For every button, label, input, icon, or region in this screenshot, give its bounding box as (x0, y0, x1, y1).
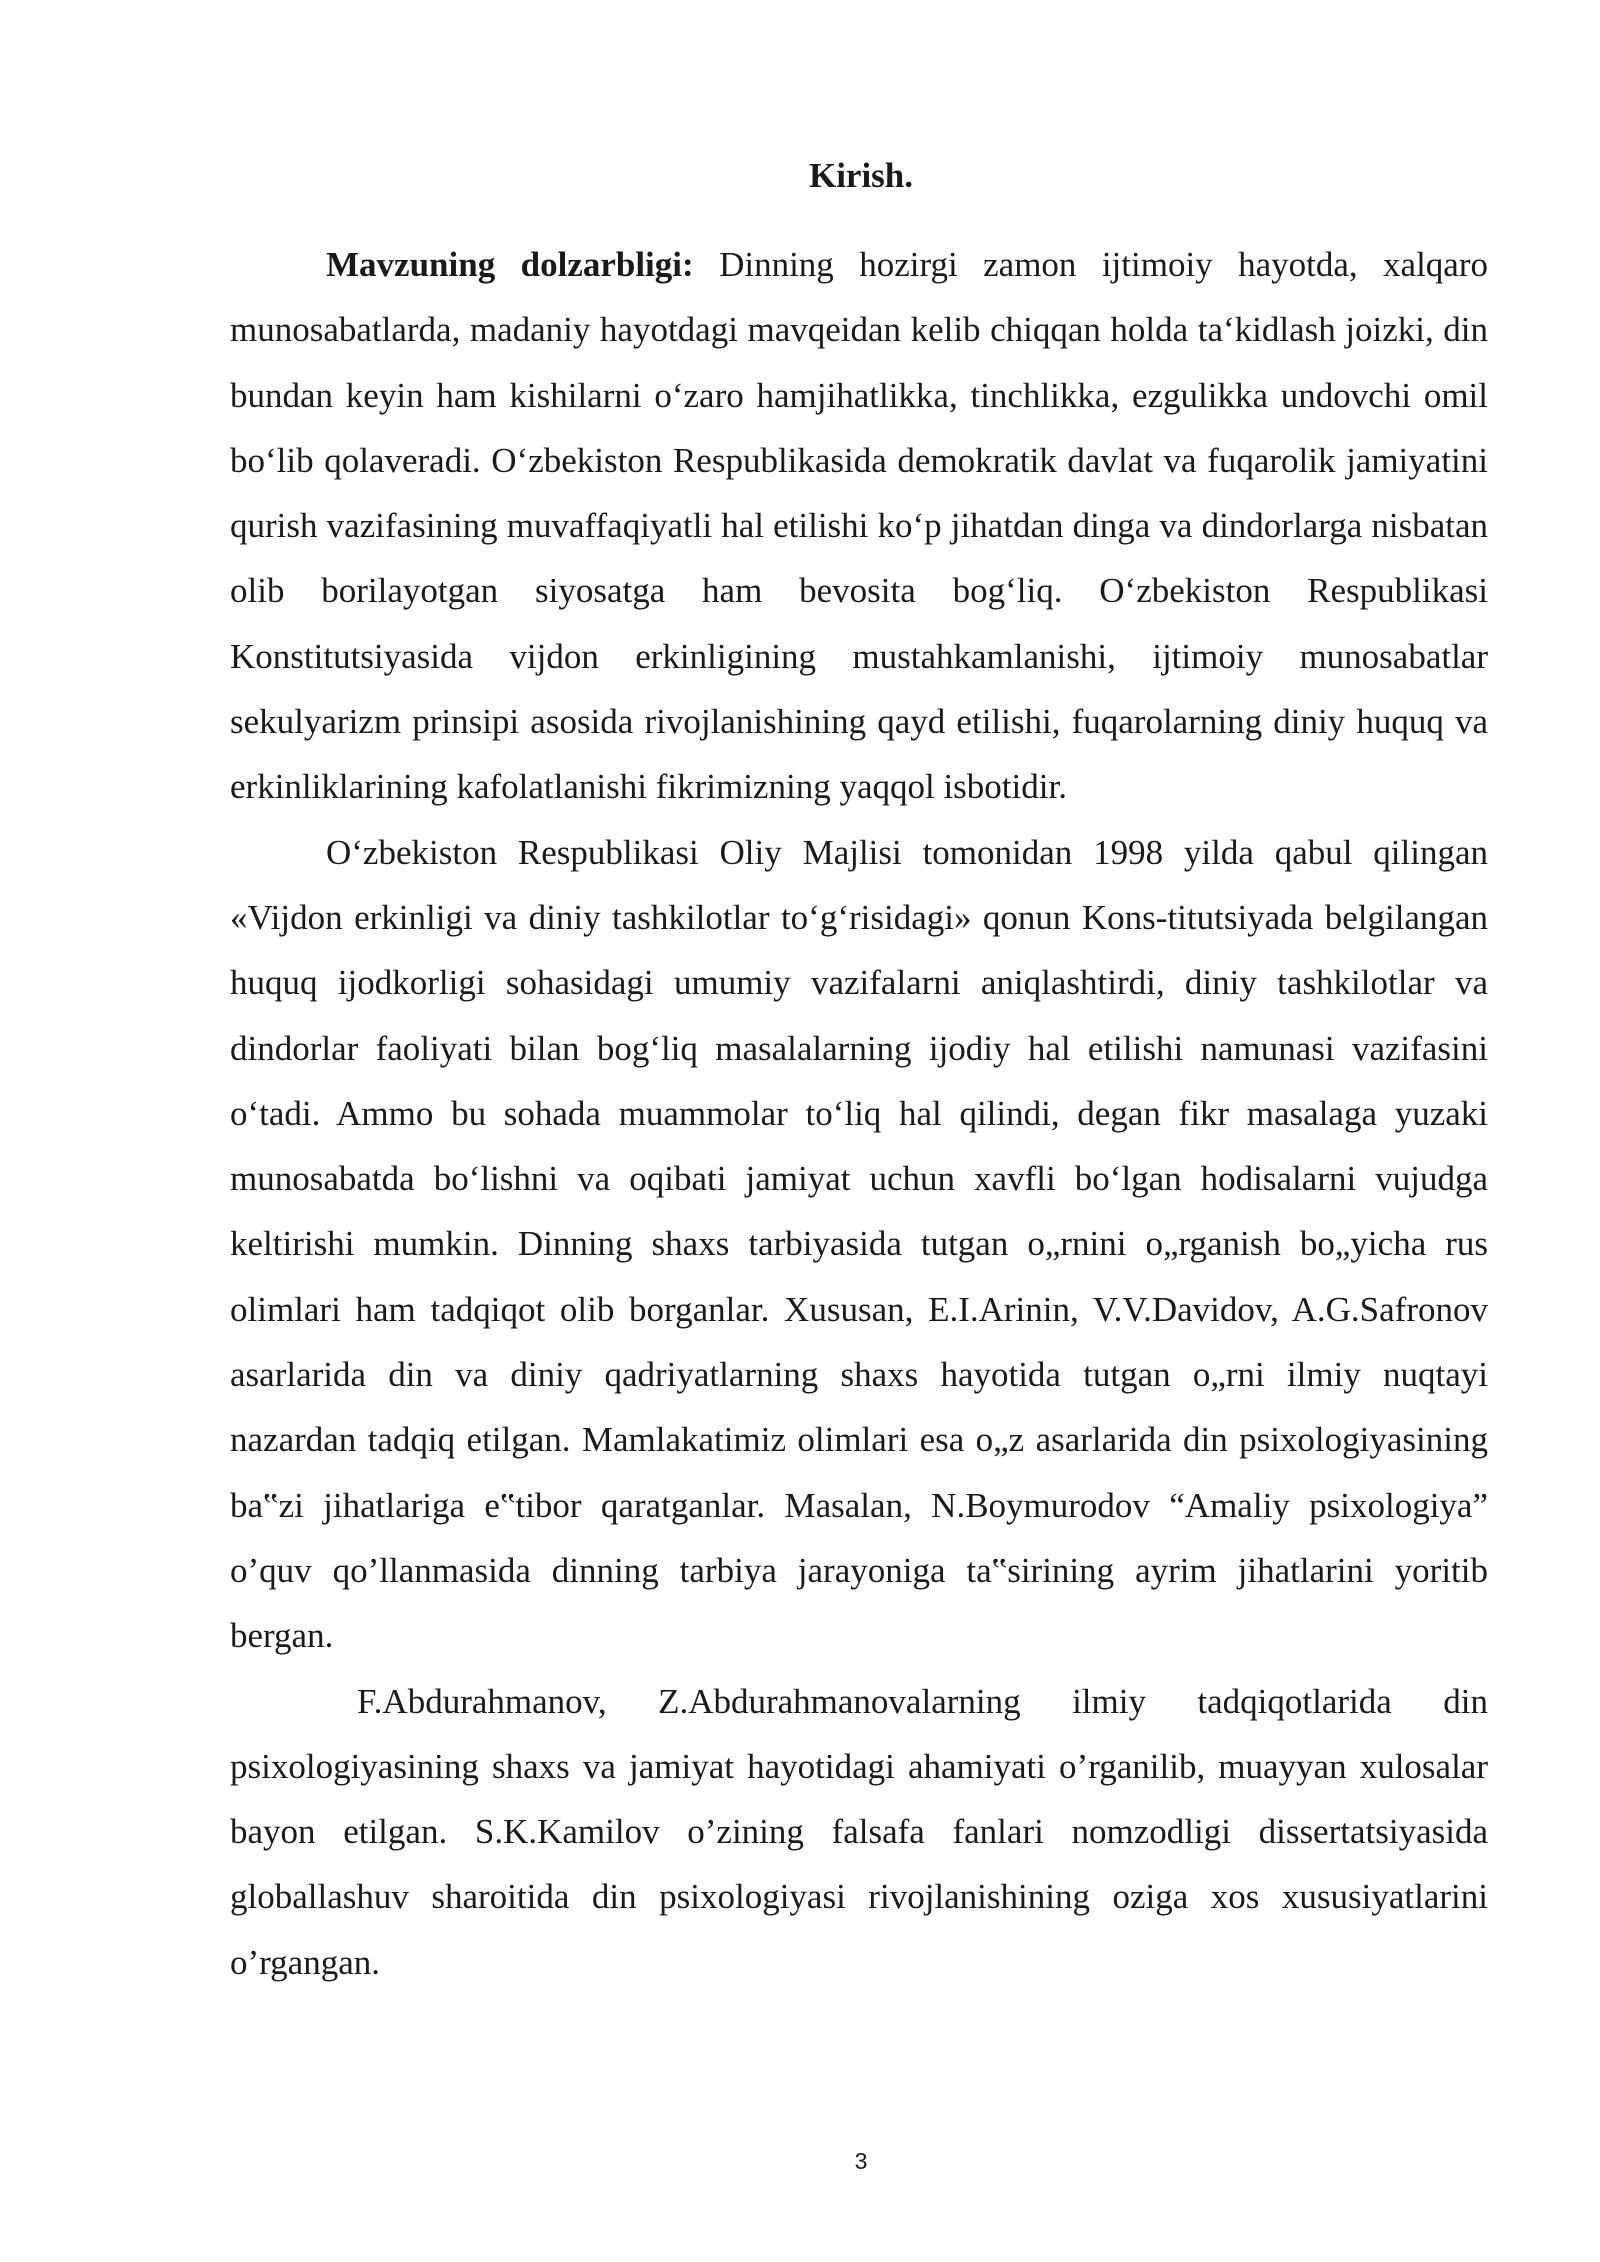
document-body (230, 232, 1488, 1995)
paragraph-research: F.Abdurahmanov, Z.Abdurahmanovalarning ilmiy tadqiqotlarida din psixologiyasining shaxs va jamiyat hayotidagi ahamiyati o’rganilib, muayyan xulosalar bayon etilgan. S.K.Kamilov o’zining falsafa fanlari nomzodligi dissertatsiyasida globallashuv sharoitida din psixologiyasi rivojlanishining oziga xos xususiyatlarini o’rgangan. (230, 1681, 1488, 1982)
page-title: Kirish. (808, 156, 914, 195)
paragraph-law: Oʻzbekiston Respublikasi Oliy Majlisi tomonidan 1998 yilda qabul qilingan «Vijdon erkinligi va diniy tashkilotlar toʻgʻrisidagi» qonun Kons-titutsiyada belgilangan huquq ijodkorligi sohasidagi umumiy vazifalarni aniqlashtirdi, diniy tashkilotlar va dindorlar faoliyati bilan bogʻliq masalalarning ijodiy hal etilishi namunasi vazifasini oʻtadi. Ammo bu sohada muammolar toʻliq hal qilindi, degan fikr masalaga yuzaki munosabatda boʻlishni va oqibati jamiyat uchun xavfli boʻlgan hodisalarni vujudga keltirishi mumkin. Dinning shaxs tarbiyasida tutgan o„rnini o„rganish bo„yicha rus olimlari ham tadqiqot olib borganlar. Xususan, E.I.Arinin, V.V.Davidov, A.G.Safronov asarlarida din va diniy qadriyatlarning shaxs hayotida tutgan o„rni ilmiy nuqtayi nazardan tadqiq etilgan. Mamlakatimiz olimlari esa o„z asarlarida din psixologiyasining ba‟zi jihatlariga e‟tibor qaratganlar. Masalan, N.Boymurodov “Amaliy psixologiya” o’quv qo’llanmasida dinning tarbiya jarayoniga ta‟sirining ayrim jihatlarini yoritib bergan. (230, 832, 1488, 1656)
page-number: 3 (854, 2148, 868, 2174)
paragraph-lead: Mavzuning dolzarbligi: (326, 245, 694, 284)
paragraph-relevance (230, 232, 1488, 820)
paragraph-text: Dinning hozirgi zamon ijtimoiy hayotda, xalqaro munosabatlarda, madaniy hayotdagi mavqeidan kelib chiqqan holda taʻkidlash joizki, din bundan keyin ham kishilarni oʻzaro hamjihatlikka, tinchlikka, ezgulikka undovchi omil boʻlib qolaveradi. Oʻzbekiston Respublikasida demokratik davlat va fuqarolik jamiyatini qurish vazifasining muvaffaqiyatli hal etilishi koʻp jihatdan dinga va dindorlarga nisbatan olib borilayotgan siyosatga ham bevosita bogʻliq. Oʻzbekiston Respublikasi Konstitutsiyasida vijdon erkinligining mustahkamlanishi, ijtimoiy munosabatlar sekulyarizm prinsipi asosida rivojlanishining qayd etilishi, fuqarolarning diniy huquq va erkinliklarining kafolatlanishi fikrimizning yaqqol isbotidir. (230, 245, 1488, 807)
